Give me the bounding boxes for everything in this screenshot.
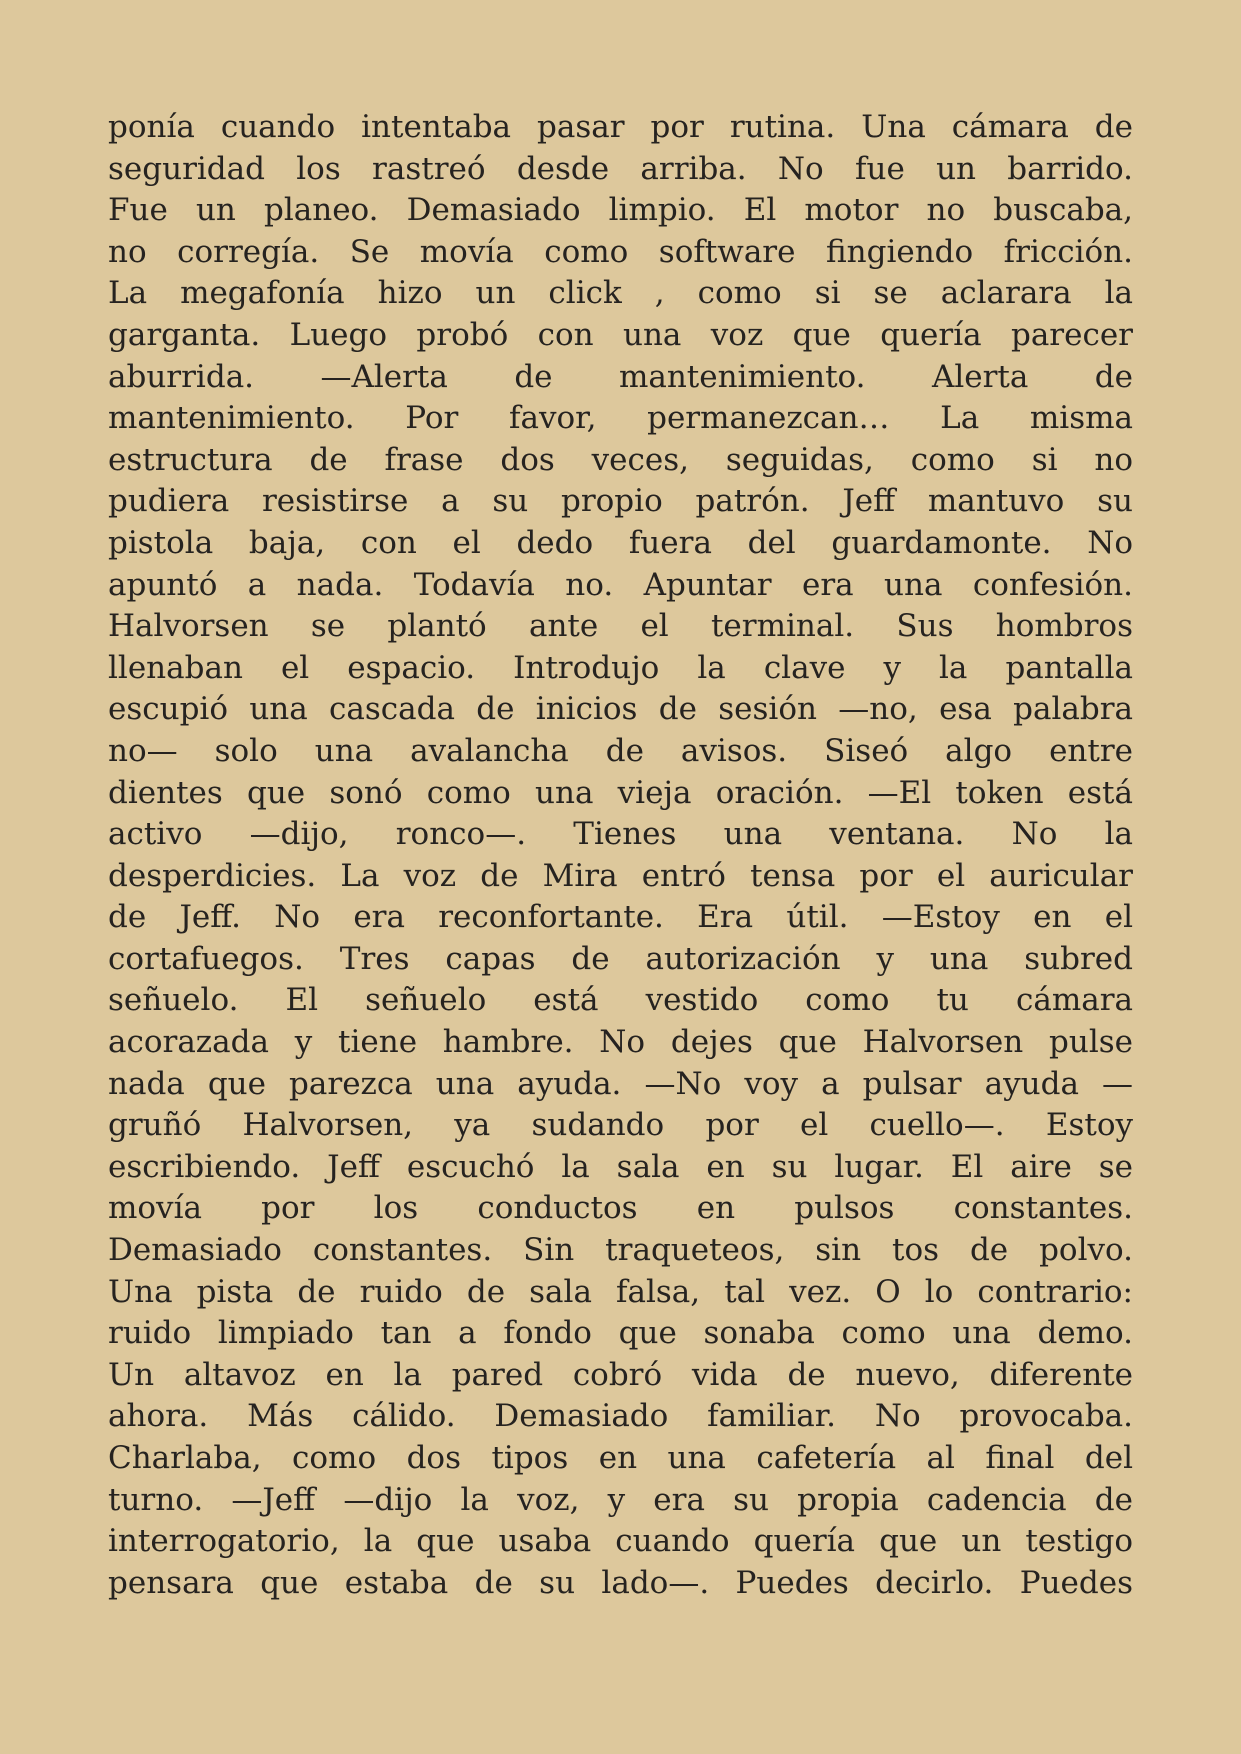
text-line: mantenimiento. Por favor, permanezcan… La misma	[108, 400, 1133, 437]
text-line: señuelo. El señuelo está vestido como tu cámara	[108, 982, 1133, 1019]
text-line: Fue un planeo. Demasiado limpio. El motor no buscaba,	[108, 192, 1133, 229]
text-line: cortafuegos. Tres capas de autorización y una subred	[108, 940, 1133, 977]
text-line: llenaban el espacio. Introdujo la clave y la pantalla	[108, 649, 1133, 686]
text-line: Demasiado constantes. Sin traqueteos, sin tos de polvo.	[108, 1232, 1133, 1269]
text-line: escupió una cascada de inicios de sesión —no, esa palabra	[108, 691, 1133, 728]
text-line: estructura de frase dos veces, seguidas, como si no	[108, 441, 1133, 478]
text-line: escribiendo. Jeff escuchó la sala en su lugar. El aire se	[108, 1148, 1133, 1185]
text-line: movía por los conductos en pulsos constantes.	[108, 1190, 1133, 1227]
text-line: nada que parezca una ayuda. —No voy a pulsar ayuda —	[108, 1065, 1133, 1102]
text-line: gruñó Halvorsen, ya sudando por el cuello—. Estoy	[108, 1107, 1133, 1144]
text-line: apuntó a nada. Todavía no. Apuntar era una confesión.	[108, 566, 1133, 603]
text-line: pensara que estaba de su lado—. Puedes decirlo. Puedes	[108, 1564, 1133, 1601]
text-line: no corregía. Se movía como software fingiendo fricción.	[108, 233, 1133, 270]
text-line: La megafonía hizo un click , como si se aclarara la	[108, 275, 1133, 312]
text-line: Una pista de ruido de sala falsa, tal vez. O lo contrario:	[108, 1273, 1133, 1310]
text-line: ahora. Más cálido. Demasiado familiar. No provocaba.	[108, 1398, 1133, 1435]
text-line: pudiera resistirse a su propio patrón. Jeff mantuvo su	[108, 483, 1133, 520]
text-line: activo —dijo, ronco—. Tienes una ventana. No la	[108, 816, 1133, 853]
text-line: dientes que sonó como una vieja oración. —El token está	[108, 774, 1133, 811]
text-line: Charlaba, como dos tipos en una cafetería al final del	[108, 1440, 1133, 1476]
text-line: aburrida. —Alerta de mantenimiento. Alerta de	[108, 358, 1133, 395]
text-line: de Jeff. No era reconfortante. Era útil. —Estoy en el	[108, 899, 1133, 936]
text-line: garganta. Luego probó con una voz que quería parecer	[108, 316, 1133, 353]
text-line: turno. —Jeff —dijo la voz, y era su propia cadencia de	[108, 1481, 1133, 1518]
text-line: pistola baja, con el dedo fuera del guardamonte. No	[108, 524, 1133, 561]
text-line: no— solo una avalancha de avisos. Siseó algo entre	[108, 732, 1133, 769]
paragraph-text	[108, 107, 1133, 1604]
text-line: ruido limpiado tan a fondo que sonaba como una demo.	[108, 1315, 1133, 1352]
text-line: Un altavoz en la pared cobró vida de nuevo, diferente	[108, 1356, 1133, 1393]
text-line: seguridad los rastreó desde arriba. No fue un barrido.	[108, 150, 1133, 187]
text-line: Halvorsen se plantó ante el terminal. Sus hombros	[108, 608, 1133, 645]
text-line: acorazada y tiene hambre. No dejes que Halvorsen pulse	[108, 1024, 1133, 1061]
text-line: ponía cuando intentaba pasar por rutina. Una cámara de	[108, 109, 1133, 145]
text-line: desperdicies. La voz de Mira entró tensa por el auricular	[108, 857, 1133, 894]
text-line: interrogatorio, la que usaba cuando quería que un testigo	[108, 1523, 1133, 1560]
